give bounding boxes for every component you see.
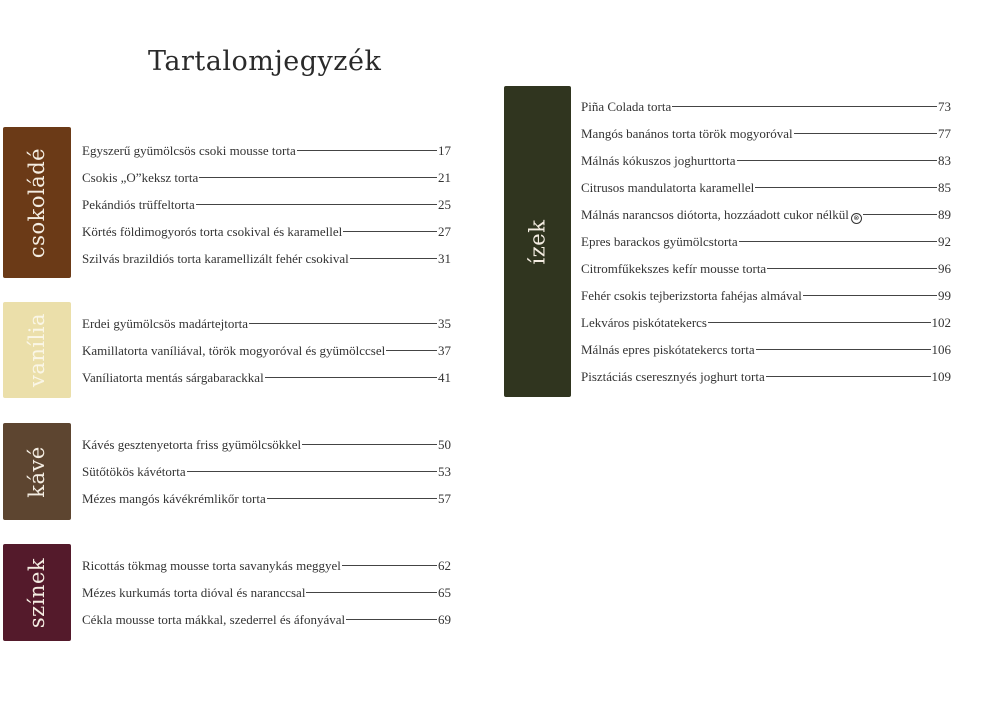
dot-leader [187,471,437,472]
entry-title: Vaníliatorta mentás sárgabarackkal [82,370,264,385]
entry-title: Málnás narancsos diótorta, hozzáadott cukor nélkül [581,207,849,222]
page-number: 85 [938,180,951,195]
dot-leader [756,349,931,350]
dot-leader [386,350,437,351]
page-number: 83 [938,153,951,168]
section-tab-vanilia[interactable] [3,302,71,398]
entry-title: Piña Colada torta [581,99,672,114]
dot-leader [803,295,937,296]
page-number: 31 [438,251,451,266]
entry-title: Fehér csokis tejberizstorta fahéjas almával [581,288,802,303]
section-label: vanília [25,312,50,388]
page-number: 73 [938,99,951,114]
page-number: 89 [938,207,951,222]
entry-title: Egyszerű gyümölcsös csoki mousse torta [82,143,296,158]
entry-title: Sütőtökös kávétorta [82,464,186,479]
entry-title: Málnás epres piskótatekercs torta [581,342,755,357]
toc-entry[interactable] [82,218,451,245]
entry-title: Málnás kókuszos joghurttorta [581,153,736,168]
page-number: 35 [438,316,451,331]
toc-entry[interactable] [581,255,951,282]
page-number: 77 [938,126,951,141]
section-tab-szinek[interactable] [3,544,71,641]
section-list-csokolade [82,137,451,272]
toc-entry[interactable] [82,485,451,512]
sugar-free-icon: ⊗ [851,213,862,224]
entry-title: Körtés földimogyorós torta csokival és karamellel [82,224,343,239]
entry-title: Erdei gyümölcsös madártejtorta [82,316,249,331]
dot-leader [672,106,937,107]
dot-leader [708,322,931,323]
dot-leader [346,619,437,620]
entry-title: Cékla mousse torta mákkal, szederrel és áfonyával [82,612,346,627]
section-list-izek [581,93,951,390]
page-number: 25 [438,197,451,212]
entry-title: Lekváros piskótatekercs [581,315,707,330]
dot-leader [196,204,437,205]
toc-entry[interactable] [581,309,951,336]
section-label: ízek [525,219,550,264]
page-number: 65 [438,585,451,600]
toc-entry[interactable] [581,201,951,228]
page-number: 92 [938,234,951,249]
toc-entry[interactable] [581,363,951,390]
page-title: Tartalomjegyzék [148,46,382,77]
toc-entry[interactable] [82,245,451,272]
section-tab-izek[interactable] [504,86,571,397]
page-number: 99 [938,288,951,303]
dot-leader [863,214,937,215]
entry-title: Kamillatorta vaníliával, török mogyoróval és gyümölccsel [82,343,386,358]
entry-title: Citrusos mandulatorta karamellel [581,180,755,195]
dot-leader [766,376,931,377]
entry-title: Pisztáciás cseresznyés joghurt torta [581,369,765,384]
toc-entry[interactable] [82,164,451,191]
page-number: 41 [438,370,451,385]
page-number: 17 [438,143,451,158]
section-tab-kave[interactable] [3,423,71,520]
section-list-szinek [82,552,451,633]
toc-entry[interactable] [82,606,451,633]
section-tab-csokolade[interactable] [3,127,71,278]
page-number: 62 [438,558,451,573]
page-number: 109 [931,369,951,384]
dot-leader [306,592,437,593]
toc-entry[interactable] [82,137,451,164]
entry-title: Pekándiós trüffeltorta [82,197,195,212]
dot-leader [302,444,437,445]
entry-title: Ricottás tökmag mousse torta savanykás meggyel [82,558,341,573]
toc-entry[interactable] [581,228,951,255]
dot-leader [739,241,937,242]
page-number: 37 [438,343,451,358]
toc-entry[interactable] [82,191,451,218]
toc-entry[interactable] [581,93,951,120]
page-number: 50 [438,437,451,452]
dot-leader [267,498,437,499]
dot-leader [737,160,937,161]
page-number: 96 [938,261,951,276]
page-number: 69 [438,612,451,627]
dot-leader [343,231,437,232]
section-label: kávé [24,445,49,498]
toc-entry[interactable] [581,282,951,309]
dot-leader [342,565,437,566]
page-number: 106 [931,342,951,357]
toc-entry[interactable] [581,120,951,147]
entry-title: Mézes kurkumás torta dióval és naranccsal [82,585,306,600]
page-number: 21 [438,170,451,185]
toc-entry[interactable] [82,579,451,606]
dot-leader [265,377,437,378]
dot-leader [767,268,937,269]
entry-title: Kávés gesztenyetorta friss gyümölcsökkel [82,437,302,452]
page-number: 27 [438,224,451,239]
page-number: 57 [438,491,451,506]
dot-leader [350,258,437,259]
dot-leader [755,187,937,188]
dot-leader [249,323,437,324]
dot-leader [199,177,437,178]
entry-title: Citromfűkekszes kefír mousse torta [581,261,767,276]
toc-entry[interactable] [581,336,951,363]
toc-entry[interactable] [82,431,451,458]
section-list-kave [82,431,451,512]
dot-leader [297,150,437,151]
section-list-vanilia [82,310,451,391]
toc-entry[interactable] [82,310,451,337]
toc-entry[interactable] [82,552,451,579]
section-label: csokoládé [25,147,49,258]
page-number: 53 [438,464,451,479]
section-label: színek [25,557,49,628]
dot-leader [794,133,937,134]
toc-entry[interactable] [82,364,451,391]
entry-title: Csokis „O”keksz torta [82,170,199,185]
entry-title: Szilvás brazildiós torta karamellizált fehér csokival [82,251,349,266]
toc-entry[interactable] [581,174,951,201]
entry-title: Mézes mangós kávékrémlikőr torta [82,491,266,506]
entry-title: Mangós banános torta török mogyoróval [581,126,793,141]
page-number: 102 [931,315,951,330]
toc-entry[interactable] [581,147,951,174]
toc-entry[interactable] [82,337,451,364]
toc-entry[interactable] [82,458,451,485]
entry-title: Epres barackos gyümölcstorta [581,234,738,249]
